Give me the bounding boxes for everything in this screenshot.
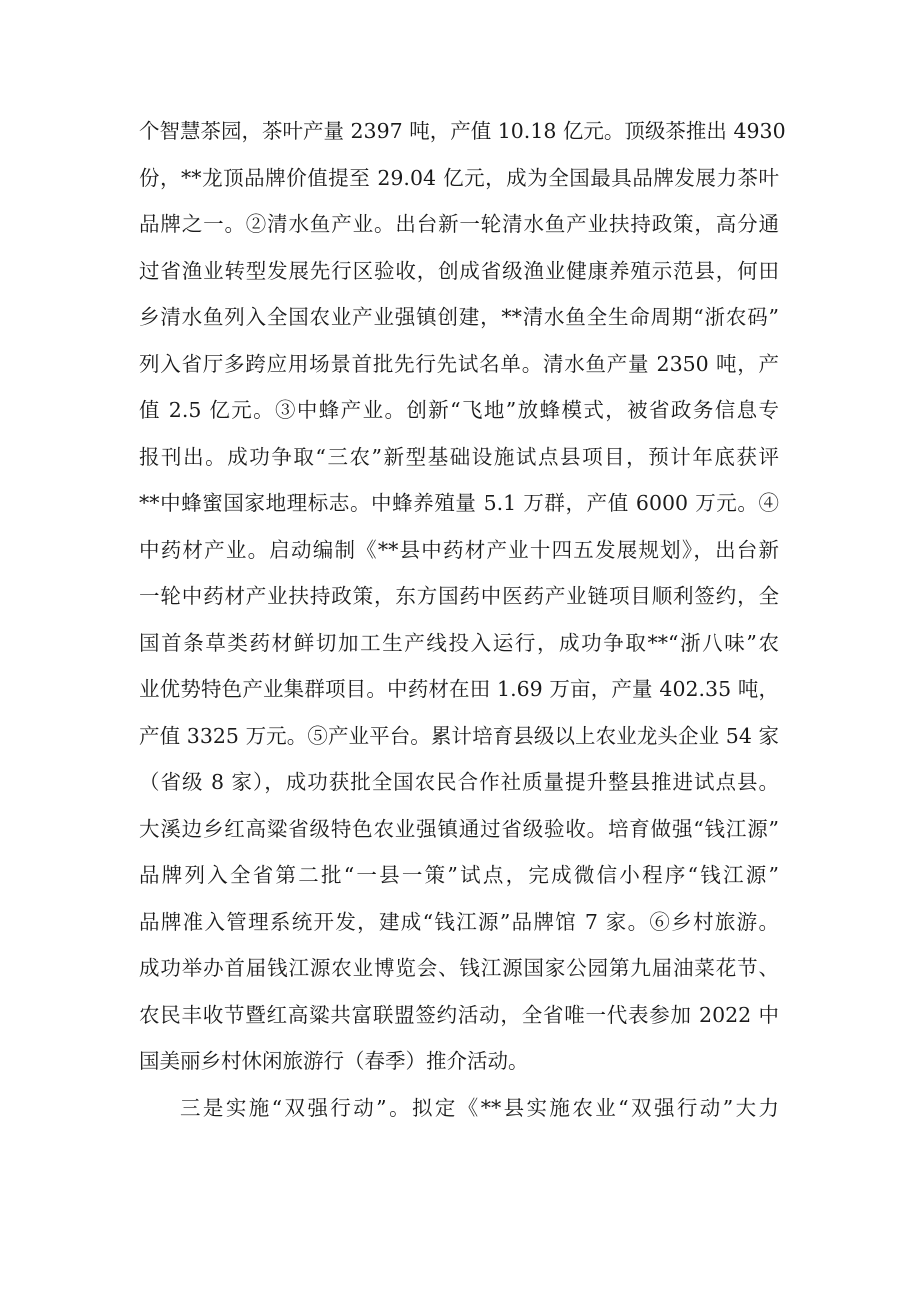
text-line: （省级 8 家），成功获批全国农民合作社质量提升整县推进试点县。	[139, 770, 779, 794]
body-text	[139, 108, 786, 1131]
text-line: **中蜂蜜国家地理标志。中蜂养殖量 5.1 万群，产值 6000 万元。④	[139, 491, 779, 515]
text-line: 大溪边乡红高粱省级特色农业强镇通过省级验收。培育做强“钱江源”	[139, 816, 779, 841]
text-line: 品牌列入全省第二批“一县一策”试点，完成微信小程序“钱江源”	[139, 863, 779, 887]
text-line: 一轮中药材产业扶持政策，东方国药中医药产业链项目顺利签约，全	[139, 584, 779, 608]
text-line: 业优势特色产业集群项目。中药材在田 1.69 万亩，产量 402.35 吨，	[139, 677, 779, 701]
text-line: 乡清水鱼列入全国农业产业强镇创建，**清水鱼全生命周期“浙农码”	[139, 305, 779, 329]
text-line: 成功举办首届钱江源农业博览会、钱江源国家公园第九届油菜花节、	[139, 956, 779, 980]
text-line: 农民丰收节暨红高粱共富联盟签约活动，全省唯一代表参加 2022 中	[139, 1002, 779, 1027]
text-line: 品牌之一。②清水鱼产业。出台新一轮清水鱼产业扶持政策，高分通	[139, 212, 779, 236]
text-line: 国美丽乡村休闲旅游行（春季）推介活动。	[139, 1049, 529, 1073]
paragraph-start-line: 三是实施“双强行动”。拟定《**县实施农业“双强行动”大力	[180, 1095, 779, 1120]
text-line: 产值 3325 万元。⑤产业平台。累计培育县级以上农业龙头企业 54 家	[139, 723, 779, 748]
text-line: 中药材产业。启动编制《**县中药材产业十四五发展规划》，出台新	[139, 537, 779, 562]
text-line: 份，**龙顶品牌价值提至 29.04 亿元，成为全国最具品牌发展力茶叶	[139, 165, 779, 190]
text-line: 国首条草类药材鲜切加工生产线投入运行，成功争取**“浙八味”农	[139, 630, 779, 655]
text-line: 列入省厅多跨应用场景首批先行先试名单。清水鱼产量 2350 吨，产	[139, 351, 779, 376]
text-line: 品牌准入管理系统开发，建成“钱江源”品牌馆 7 家。⑥乡村旅游。	[139, 909, 779, 934]
text-line: 个智慧茶园，茶叶产量 2397 吨，产值 10.18 亿元。顶级茶推出 4930	[139, 119, 786, 143]
text-line: 报刊出。成功争取“三农”新型基础设施试点县项目，预计年底获评	[139, 444, 779, 469]
text-line: 过省渔业转型发展先行区验收，创成省级渔业健康养殖示范县，何田	[139, 258, 779, 283]
text-line: 值 2.5 亿元。③中蜂产业。创新“飞地”放蜂模式，被省政务信息专	[139, 398, 779, 422]
